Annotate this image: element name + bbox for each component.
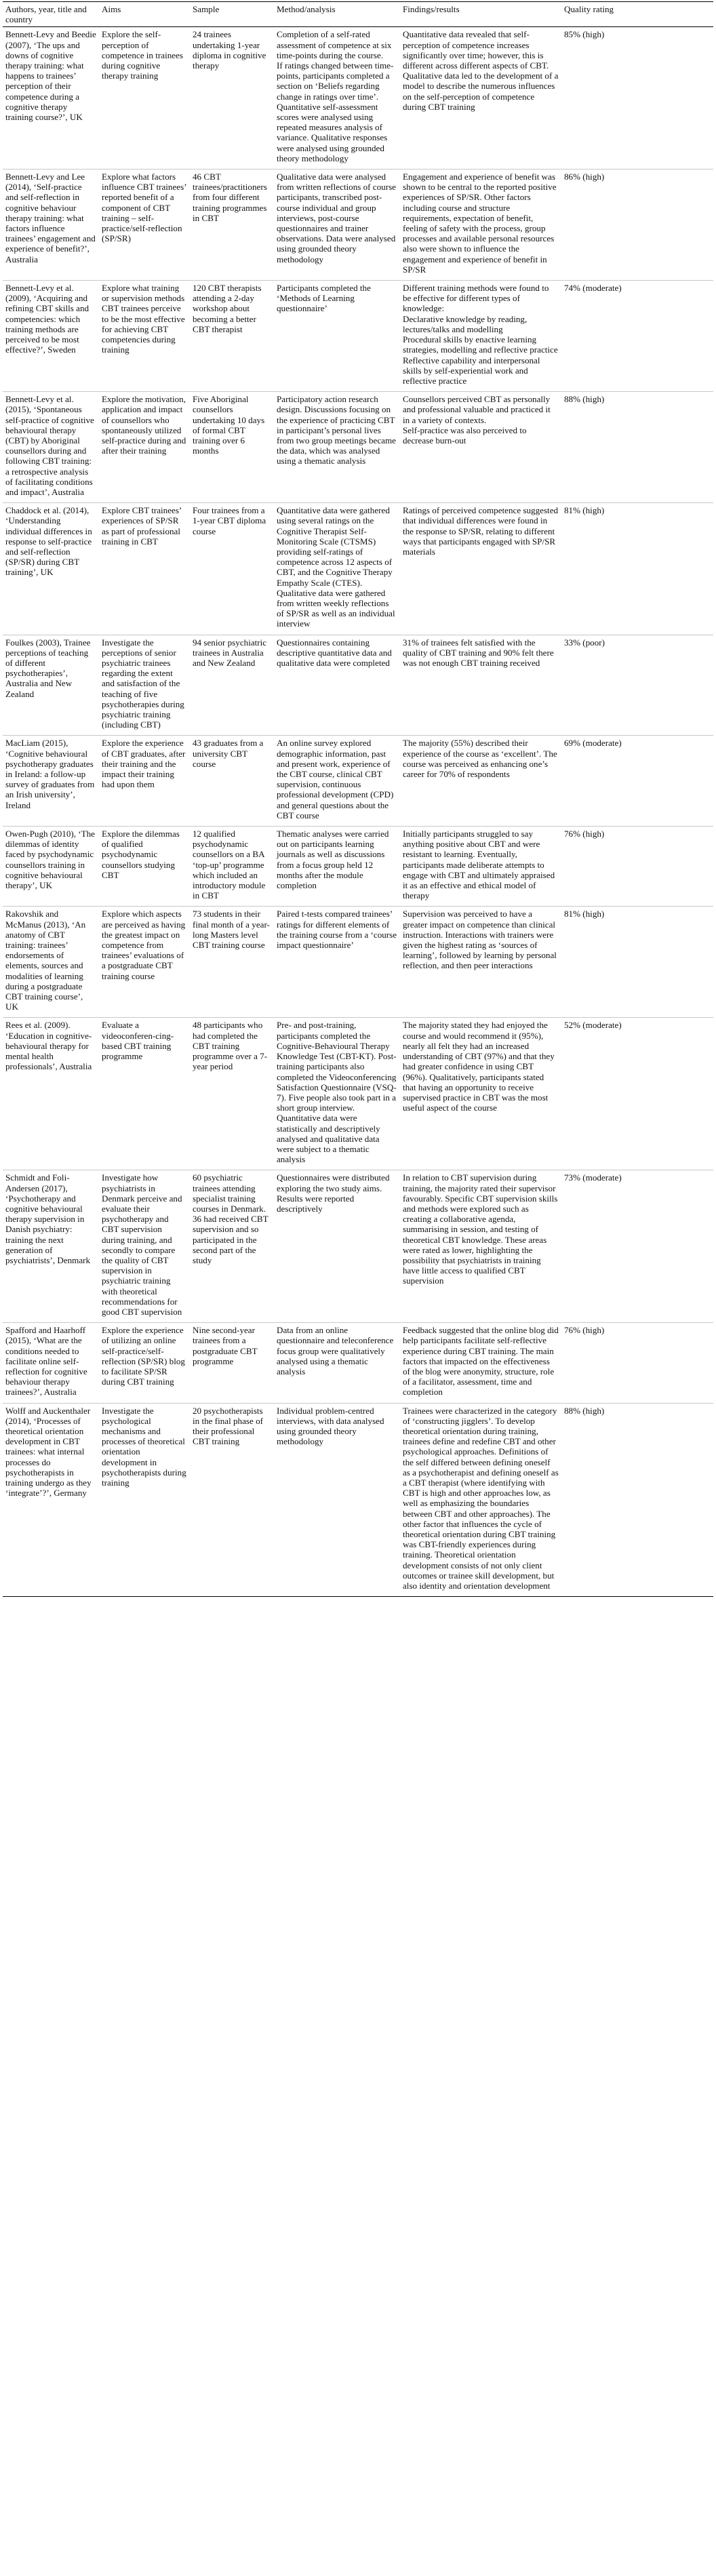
cell-findings: Trainees were characterized in the category of ‘constructing jigglers’. To develop theoretical orientation during training, trainees define and redefine CBT and other psychological approaches. Definitions of the self differed between defining oneself as a psychotherapist and defining oneself as a CBT therapist (where identifying with CBT is high and other approaches low, as well as emphasizing the boundaries between CBT and other approaches). The other factor that influences the cycle of theoretical orientation during CBT training was CBT-friendly experiences during training. Theoretical orientation development consists of not only client outcomes or trainee skill development, but also identity and orientation development	[403, 1405, 559, 1591]
cell-sample: Four trainees from a 1-year CBT diploma course	[193, 505, 266, 536]
cell-method: Quantitative data were gathered using several ratings on the Cognitive Therapist Self-Monitoring Scale (CTSMS) providing self-ratings of competence across 12 aspects of CBT, and the Cognitive Therapy Empathy Scale (CTES). Qualitative data were gathered from written weekly reflections of SP/SR as well as an individual interview	[277, 505, 395, 629]
cell-authors: Rees et al. (2009). ‘Education in cognitive-behavioural therapy for mental health professionals’, Australia	[5, 1020, 92, 1072]
cell-rating: 81% (high)	[564, 505, 605, 516]
cell-paragraph: Procedural skills by enactive learning strategies, modelling and reflective practice	[403, 334, 558, 355]
cell-sample: 94 senior psychiatric trainees in Australia and New Zealand	[193, 637, 267, 668]
cell-paragraph: Counsellors perceived CBT as personally and professional valuable and practiced it in a variety of contexts.	[403, 394, 551, 425]
table-row	[3, 635, 713, 736]
cell-findings: Engagement and experience of benefit was shown to be central to the reported positive experiences of SP/SR. Other factors including course and structure requirements, expectation of benefit, feeling of safety with the process, group processes and available personal resources also were shown to influence the engagement and experience of benefit in SP/SR	[403, 172, 557, 275]
cell-method: Pre- and post-training, participants completed the Cognitive-Behavioural Therapy Knowledge Test (CBT-KT). Post-training participants also completed the Videoconferencing Satisfaction Questionnaire (VSQ-7). Five people also took part in a short group interview. Quantitative data were statistically and descriptively analysed and qualitative data were subject to a thematic analysis	[277, 1020, 397, 1165]
cell-sample: 43 graduates from a university CBT course	[193, 738, 264, 769]
cell-rating: 33% (poor)	[564, 637, 605, 648]
table-header	[3, 2, 713, 27]
cell-findings: 31% of trainees felt satisfied with the quality of CBT training and 90% felt there was not enough CBT training received	[403, 637, 554, 668]
table-row	[3, 27, 713, 170]
cell-rating: 86% (high)	[564, 172, 605, 182]
cell-authors: Spafford and Haarhoff (2015), ‘What are the conditions needed to facilitate online self-reflection for cognitive behaviour therapy trainees?’, Australia	[5, 1325, 87, 1398]
cell-method: Questionnaires containing descriptive quantitative data and qualitative data were completed	[277, 637, 392, 668]
cell-paragraph: Different training methods were found to be effective for different types of knowledge:	[403, 283, 549, 314]
table-row	[3, 1323, 713, 1403]
cell-aims: Explore CBT trainees’ experiences of SP/SR as part of professional training in CBT	[102, 505, 182, 547]
cell-aims: Investigate how psychiatrists in Denmark perceive and evaluate their psychotherapy and CBT supervision during training, and secondly to compare the quality of CBT supervision in psychiatric training with theoretical recommendations for good CBT supervision	[102, 1172, 182, 1317]
cell-paragraph: Completion of a self-rated assessment of competence at six time-points during the course.	[277, 29, 392, 60]
cell-paragraph: Self-practice was also perceived to decrease burn-out	[403, 424, 527, 445]
cell-paragraph: Declarative knowledge by reading, lectures/talks and modelling	[403, 313, 528, 334]
cell-aims: Explore what training or supervision methods CBT trainees perceive to be the most effective for achieving CBT competencies during training	[102, 283, 185, 355]
cell-findings: Ratings of perceived competence suggested that individual differences were found in the response to SP/SR, relating to different ways that participants engaged with SP/SR materials	[403, 505, 559, 557]
cell-sample: 24 trainees undertaking 1-year diploma in cognitive therapy	[193, 29, 266, 71]
cell-method: Paired t-tests compared trainees’ ratings for different elements of the training course from a ‘course impact questionnaire’	[277, 909, 397, 951]
cell-sample: Nine second-year trainees from a postgraduate CBT programme	[193, 1325, 258, 1366]
cell-method: Participatory action research design. Discussions focusing on the experience of practicing CBT in participant’s personal lives from two group meetings became the data, which was analysed using a thematic analysis	[277, 394, 396, 467]
header-authors: Authors, year, title and country	[5, 4, 87, 25]
cell-authors: Bennett-Levy et al. (2015), ‘Spontaneous self-practice of cognitive behavioural therapy (CBT) by Aboriginal counsellors during and following CBT training: a retrospective analysis of facilitating conditions and impact’, Australia	[5, 394, 94, 497]
cell-rating: 52% (moderate)	[564, 1020, 622, 1031]
cell-sample: 12 qualified psychodynamic counsellors on a BA ‘top-up’ programme which included an introductory module in CBT	[193, 829, 266, 901]
cell-sample: 48 participants who had completed the CBT training programme over a 7-year period	[193, 1020, 268, 1072]
cell-findings: Supervision was perceived to have a greater impact on competence than clinical instruction. Interactions with trainers were given the highest rating as ‘sources of learning’, followed by learning by personal reflection, and then peer interactions	[403, 909, 557, 971]
table-row	[3, 170, 713, 281]
cell-findings: Feedback suggested that the online blog did help participants facilitate self-reflective experience during CBT training. The main factors that impacted on the effectiveness of the blog were anonymity, structure, role of a facilitator, assessment, time and completion	[403, 1325, 559, 1398]
studies-table	[3, 1, 713, 1597]
cell-rating: 88% (high)	[564, 394, 605, 405]
header-sample: Sample	[193, 4, 220, 14]
cell-sample: 120 CBT therapists attending a 2-day workshop about becoming a better CBT therapist	[193, 283, 262, 334]
cell-sample: 73 students in their final month of a year-long Masters level CBT training course	[193, 909, 270, 951]
table-row	[3, 907, 713, 1018]
cell-authors: Bennett-Levy and Lee (2014), ‘Self-practice and self-reflection in cognitive behaviour therapy training: what factors influence trainees’ engagement and experience of benefit?’, Australia	[5, 172, 96, 264]
cell-authors: Rakovshik and McManus (2013), ‘An anatomy of CBT training: trainees’ endorsements of elements, sources and modalities of learning during a postgraduate CBT training course’, UK	[5, 909, 86, 1012]
header-rating: Quality rating	[564, 4, 614, 14]
cell-sample: Five Aboriginal counsellors undertaking 10 days of formal CBT training over 6 months	[193, 394, 265, 456]
cell-rating: 74% (moderate)	[564, 283, 622, 294]
cell-paragraph: If ratings changed between time-points, participants completed a section on ‘Beliefs regarding change in ratings over time’.	[277, 60, 394, 102]
header-method: Method/analysis	[277, 4, 336, 14]
table-row	[3, 503, 713, 635]
cell-rating: 76% (high)	[564, 1325, 605, 1336]
cell-sample: 46 CBT trainees/practitioners from four different training programmes in CBT	[193, 172, 267, 223]
cell-aims: Explore what factors influence CBT trainees’ reported benefit of a component of CBT training – self-practice/self-reflection (SP/SR)	[102, 172, 186, 244]
cell-method: Participants completed the ‘Methods of Learning questionnaire’	[277, 283, 371, 314]
cell-aims: Explore the dilemmas of qualified psychodynamic counsellors studying CBT	[102, 829, 180, 880]
header-aims: Aims	[102, 4, 121, 14]
cell-aims: Explore the experience of CBT graduates, after their training and the impact their training had upon them	[102, 738, 186, 790]
cell-rating: 88% (high)	[564, 1405, 605, 1416]
cell-findings: Quantitative data revealed that self-perception of competence increases significantly over time; however, this is different across different aspects of CBT. Qualitative data led to the development of a model to describe the numerous influences on the self-perception of competence during CBT training	[403, 29, 559, 112]
header-row	[3, 2, 713, 27]
cell-authors: Foulkes (2003), Trainee perceptions of teaching of different psychotherapies’, Australia and New Zealand	[5, 637, 91, 699]
cell-authors: Chaddock et al. (2014), ‘Understanding individual differences in response to self-practice and self-reflection (SP/SR) during CBT training’, UK	[5, 505, 92, 578]
cell-method: Data from an online questionnaire and teleconference focus group were qualitatively analysed using a thematic analysis	[277, 1325, 394, 1376]
cell-method	[274, 27, 400, 170]
cell-findings	[400, 392, 561, 503]
cell-rating: 73% (moderate)	[564, 1172, 622, 1183]
cell-authors: Schmidt and Foli-Andersen (2017), ‘Psychotherapy and cognitive behavioural therapy supervision in Danish psychiatry: training the next generation of psychiatrists’, Denmark	[5, 1172, 91, 1265]
cell-rating: 85% (high)	[564, 29, 605, 40]
cell-method: An online survey explored demographic information, past and present work, experience of the CBT course, clinical CBT supervision, continuous professional development (CPD) and general questions about the CBT course	[277, 738, 394, 820]
cell-findings	[400, 281, 561, 392]
table-row	[3, 736, 713, 827]
cell-aims: Evaluate a videoconferen-cing-based CBT training programme	[102, 1020, 174, 1062]
header-findings: Findings/results	[403, 4, 460, 14]
table-row	[3, 392, 713, 503]
cell-authors: Wolff and Auckenthaler (2014), ‘Processes of theoretical orientation development in CBT trainees: what internal processes do psychotherapists in training undergo as they ‘integrate’?’, Germany	[5, 1405, 92, 1499]
cell-method: Questionnaires were distributed exploring the two study aims. Results were reported descriptively	[277, 1172, 390, 1214]
cell-findings: In relation to CBT supervision during training, the majority rated their supervisor favourably. Specific CBT supervision skills and methods were explored such as creating a collaborative agenda, summarising in session, and testing of theoretical CBT knowledge. These areas were rated as lower, highlighting the possibility that psychiatrists in training have little access to qualified CBT supervision	[403, 1172, 558, 1286]
table-row	[3, 1170, 713, 1323]
table-row	[3, 1403, 713, 1597]
cell-findings: The majority (55%) described their experience of the course as ‘excellent’. The course was perceived as enhancing one’s career for 70% of respondents	[403, 738, 557, 780]
cell-rating: 69% (moderate)	[564, 738, 622, 749]
cell-rating: 76% (high)	[564, 829, 605, 839]
cell-findings: The majority stated they had enjoyed the course and would recommend it (95%), nearly all felt they had an increased understanding of CBT (97%) and that they had greater confidence in using CBT (96%). Qualitatively, participants stated that having an opportunity to receive supervised practice in CBT was the most useful aspect of the course	[403, 1020, 555, 1113]
cell-paragraph: Quantitative self-assessment scores were analysed using repeated measures analysis of variance. Qualitative responses were analysed using grounded theory methodology	[277, 101, 388, 163]
cell-aims: Explore the motivation, application and impact of counsellors who spontaneously utilized self-practice during and after their training	[102, 394, 186, 456]
cell-aims: Explore which aspects are perceived as having the greatest impact on competence from trainees’ evaluations of a postgraduate CBT training course	[102, 909, 186, 981]
cell-aims: Explore the self-perception of competence in trainees during cognitive therapy training	[102, 29, 183, 81]
table-body	[3, 27, 713, 1597]
cell-authors: MacLiam (2015), ‘Cognitive behavioural psychotherapy graduates in Ireland: a follow-up survey of graduates from an Irish university’, Ireland	[5, 738, 95, 810]
table-row	[3, 281, 713, 392]
cell-rating: 81% (high)	[564, 909, 605, 919]
cell-paragraph: Reflective capability and interpersonal skills by self-experiential work and reflective practice	[403, 355, 540, 386]
cell-aims: Investigate the psychological mechanisms and processes of theoretical orientation development in psychotherapists during training	[102, 1405, 186, 1488]
cell-sample: 60 psychiatric trainees attending specialist training courses in Denmark. 36 had received CBT supervision and so participated in the second part of the study	[193, 1172, 268, 1265]
table-row	[3, 827, 713, 907]
table-row	[3, 1018, 713, 1170]
cell-method: Thematic analyses were carried out on participants learning journals as well as discussions from a focus group held 12 months after the module completion	[277, 829, 389, 891]
cell-sample: 20 psychotherapists in the final phase of their professional CBT training	[193, 1405, 263, 1447]
cell-authors: Owen-Pugh (2010), ‘The dilemmas of identity faced by psychodynamic counsellors training in cognitive behavioural therapy’, UK	[5, 829, 95, 891]
cell-aims: Explore the experience of utilizing an online self-practice/self-reflection (SP/SR) blog to facilitate SP/SR during CBT training	[102, 1325, 185, 1387]
cell-method: Qualitative data were analysed from written reflections of course participants, transcribed post-course individual and group interviews, post-course questionnaires and trainer observations. Data were analysed using grounded theory methodology	[277, 172, 396, 264]
cell-aims: Investigate the perceptions of senior psychiatric trainees regarding the extent and satisfaction of the teaching of five psychotherapies during psychiatric training (including CBT)	[102, 637, 184, 730]
cell-method: Individual problem-centred interviews, with data analysed using grounded theory methodology	[277, 1405, 384, 1447]
cell-authors: Bennett-Levy and Beedie (2007), ‘The ups and downs of cognitive therapy training: what happens to trainees’ perception of their competence during a cognitive therapy training course?’, UK	[5, 29, 96, 123]
cell-authors: Bennett-Levy et al. (2009), ‘Acquiring and refining CBT skills and competencies: which training methods are perceived to be most effective?’, Sweden	[5, 283, 90, 355]
cell-findings: Initially participants struggled to say anything positive about CBT and were resistant to learning. Eventually, participants made deliberate attempts to engage with CBT and ultimately appraised it as an effective and ethical model of therapy	[403, 829, 555, 901]
